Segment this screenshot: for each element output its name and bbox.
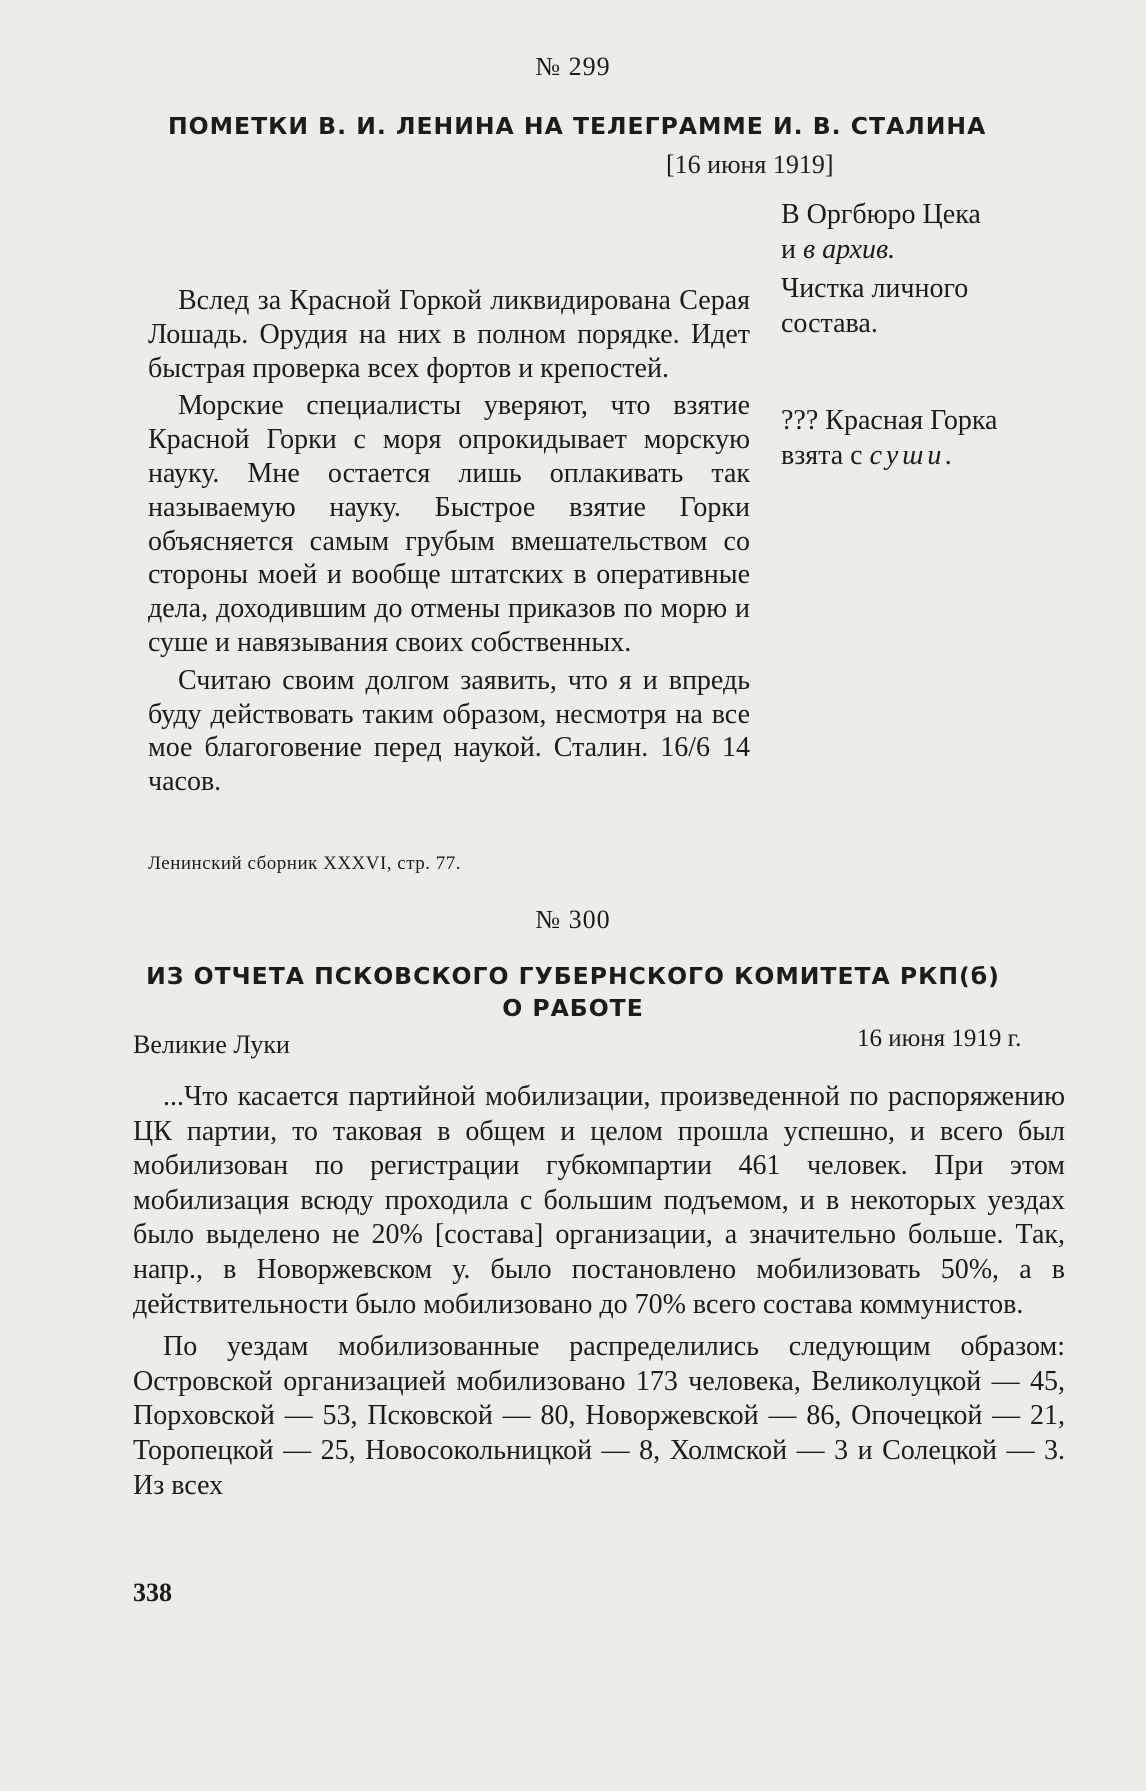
lenin-note-orgburo — [781, 198, 1057, 267]
doc300-place: Великие Луки — [133, 1030, 290, 1059]
lenin-note-krasnaya-gorka — [781, 404, 1057, 473]
note1-italic: в архив. — [802, 233, 896, 265]
telegram-paragraph-3: Считаю своим долгом заявить, что я и впредь буду действовать таким образом, несмотря на все мое благоговение перед наукой. Сталин. 16/6 14 часов. — [148, 664, 750, 798]
doc300-title-line1: ИЗ ОТЧЕТА ПСКОВСКОГО ГУБЕРНСКОГО КОМИТЕТА РКП(б) — [146, 962, 1000, 990]
report-text — [133, 1080, 1065, 1511]
doc299-date: [16 июня 1919] — [666, 150, 834, 179]
doc299-title: ПОМЕТКИ В. И. ЛЕНИНА НА ТЕЛЕГРАММЕ И. В. СТАЛИНА — [168, 112, 987, 140]
report-paragraph-1: ...Что касается партийной мобилизации, произведенной по распоряжению ЦК партии, то таковая в общем и целом прошла успешно, и всего был мобилизован по регистрации губкомпартии 461 человек. При этом мобилизация всюду проходила с большим подъемом, и в некоторых уездах было выделено не 20% [состава] организации, а значительно больше. Так, напр., в Новоржевском у. было постановлено мобилизовать 50%, а в действительности было мобилизовано до 70% всего состава коммунистов. — [133, 1081, 1065, 1320]
telegram-text — [148, 284, 750, 799]
note3-prefix: ??? Красная Горка взята с — [781, 405, 998, 471]
lenin-note-purge: Чистка личного состава. — [781, 273, 969, 339]
telegram-paragraph-1: Вслед за Красной Горкой ликвидирована Серая Лошадь. Орудия на них в полном порядке. Идет быстрая проверка всех фортов и крепостей. — [148, 285, 750, 384]
doc299-source: Ленинский сборник XXXVI, стр. 77. — [148, 853, 462, 874]
note1-line1: В Оргбюро Цека — [781, 199, 981, 230]
note1-prefix: и — [781, 233, 803, 265]
doc300-title-line2: О РАБОТЕ — [502, 994, 644, 1022]
page-number: 338 — [133, 1578, 172, 1607]
doc299-number: № 299 — [535, 52, 611, 81]
doc300-date: 16 июня 1919 г. — [857, 1025, 1022, 1052]
telegram-paragraph-2: Морские специалисты уверяют, что взятие Красной Горки с моря опрокидывает морскую науку. Мне остается лишь оплакивать так называемую науку. Быстрое взятие Горки объясняется самым грубым вмешательством со стороны моей и вообще штатских в оперативные дела, доходившим до отмены приказов по морю и суше и навязывания своих собственных. — [148, 390, 750, 658]
report-paragraph-2: По уездам мобилизованные распределились следующим образом: Островской организацией мобилизовано 173 человека, Великолуцкой — 45, Порховской — 53, Псковской — 80, Новоржевской — 86, Опочецкой — 21, Торопецкой — 25, Новосокольницкой — 8, Холмской — 3 и Солецкой — 3. Из всех — [133, 1331, 1065, 1501]
doc300-number: № 300 — [535, 905, 611, 934]
note3-spaced: суши. — [869, 439, 957, 471]
